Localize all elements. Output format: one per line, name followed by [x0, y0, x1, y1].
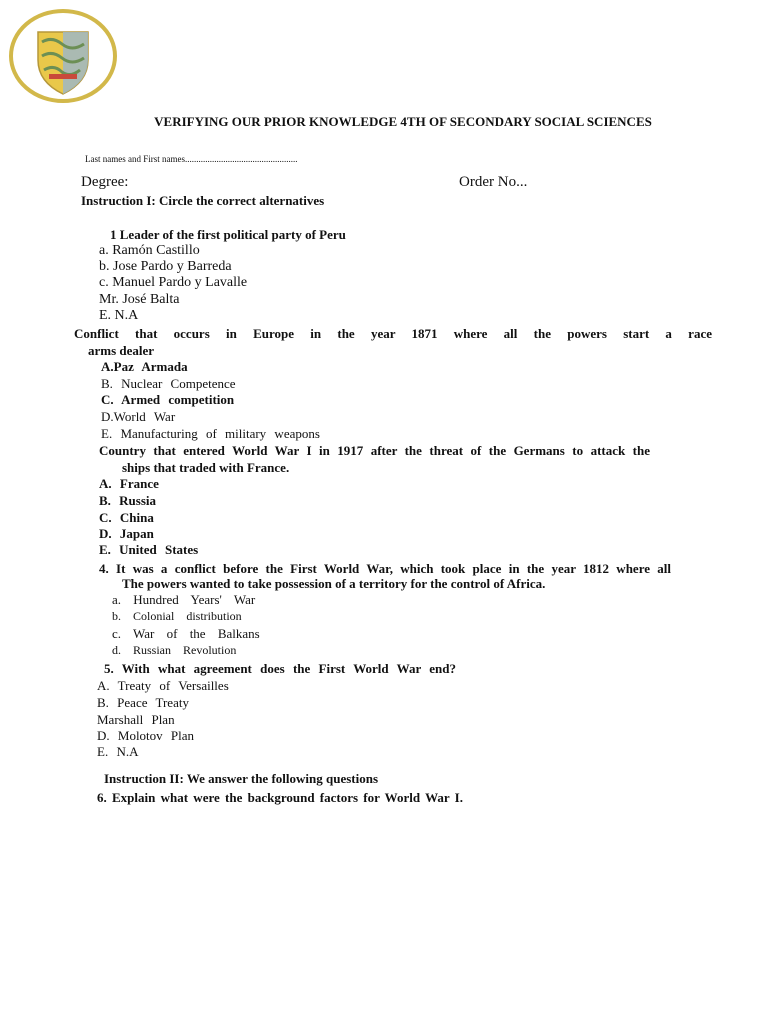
q3-option-b: B. Russia — [99, 493, 157, 508]
degree-label: Degree: — [81, 174, 129, 190]
q5-option-e: E. N.A — [97, 744, 139, 759]
page-title: VERIFYING OUR PRIOR KNOWLEDGE 4TH OF SECONDARY SOCIAL SCIENCES — [154, 114, 652, 129]
question-4-line-1: 4. It was a conflict before the First World War, which took place in the year 1812 where all — [99, 561, 671, 576]
q4-option-b: b. Colonial distribution — [112, 609, 242, 623]
instruction-one: Instruction I: Circle the correct alternatives — [81, 193, 325, 208]
name-line: Last names and First names.................................................. — [85, 154, 298, 164]
q3-option-d: D. Japan — [99, 526, 154, 541]
q2-option-d: D.World War — [101, 409, 176, 424]
q5-option-c: Marshall Plan — [97, 712, 175, 727]
school-crest-logo — [8, 8, 118, 104]
q1-option-e: E. N.A — [99, 308, 139, 323]
q3-option-c: C. China — [99, 510, 154, 525]
q3-option-a: A. France — [99, 476, 159, 491]
q4-option-d: d. Russian Revolution — [112, 643, 237, 657]
question-1: 1 Leader of the first political party of Peru — [110, 227, 346, 242]
q2-option-c: C. Armed competition — [101, 392, 235, 407]
question-6: 6. Explain what were the background factors for World War I. — [97, 790, 463, 805]
q2-option-a: A.Paz Armada — [101, 359, 188, 374]
order-number-label: Order No... — [459, 174, 528, 190]
q4-option-a: a. Hundred Years' War — [112, 592, 256, 607]
question-2-line-2: arms dealer — [88, 343, 155, 358]
question-5: 5. With what agreement does the First World War end? — [104, 661, 456, 676]
q3-option-e: E. United States — [99, 542, 199, 557]
q2-option-e: E. Manufacturing of military weapons — [101, 426, 320, 441]
q1-option-b: b. Jose Pardo y Barreda — [99, 259, 232, 274]
question-4-line-2: The powers wanted to take possession of a territory for the control of Africa. — [122, 576, 546, 591]
q1-option-d: Mr. José Balta — [99, 292, 180, 307]
instruction-two: Instruction II: We answer the following questions — [104, 771, 378, 786]
q5-option-a: A. Treaty of Versailles — [97, 678, 229, 693]
question-3-line-1: Country that entered World War I in 1917 after the threat of the Germans to attack the — [99, 443, 650, 458]
question-2-line-1: Conflict that occurs in Europe in the year 1871 where all the powers start a race — [74, 326, 712, 341]
q1-option-a: a. Ramón Castillo — [99, 243, 200, 258]
q5-option-d: D. Molotov Plan — [97, 728, 195, 743]
q4-option-c: c. War of the Balkans — [112, 626, 260, 641]
q1-option-c: c. Manuel Pardo y Lavalle — [99, 275, 248, 290]
q5-option-b: B. Peace Treaty — [97, 695, 189, 710]
question-3-line-2: ships that traded with France. — [122, 460, 290, 475]
q2-option-b: B. Nuclear Competence — [101, 376, 236, 391]
